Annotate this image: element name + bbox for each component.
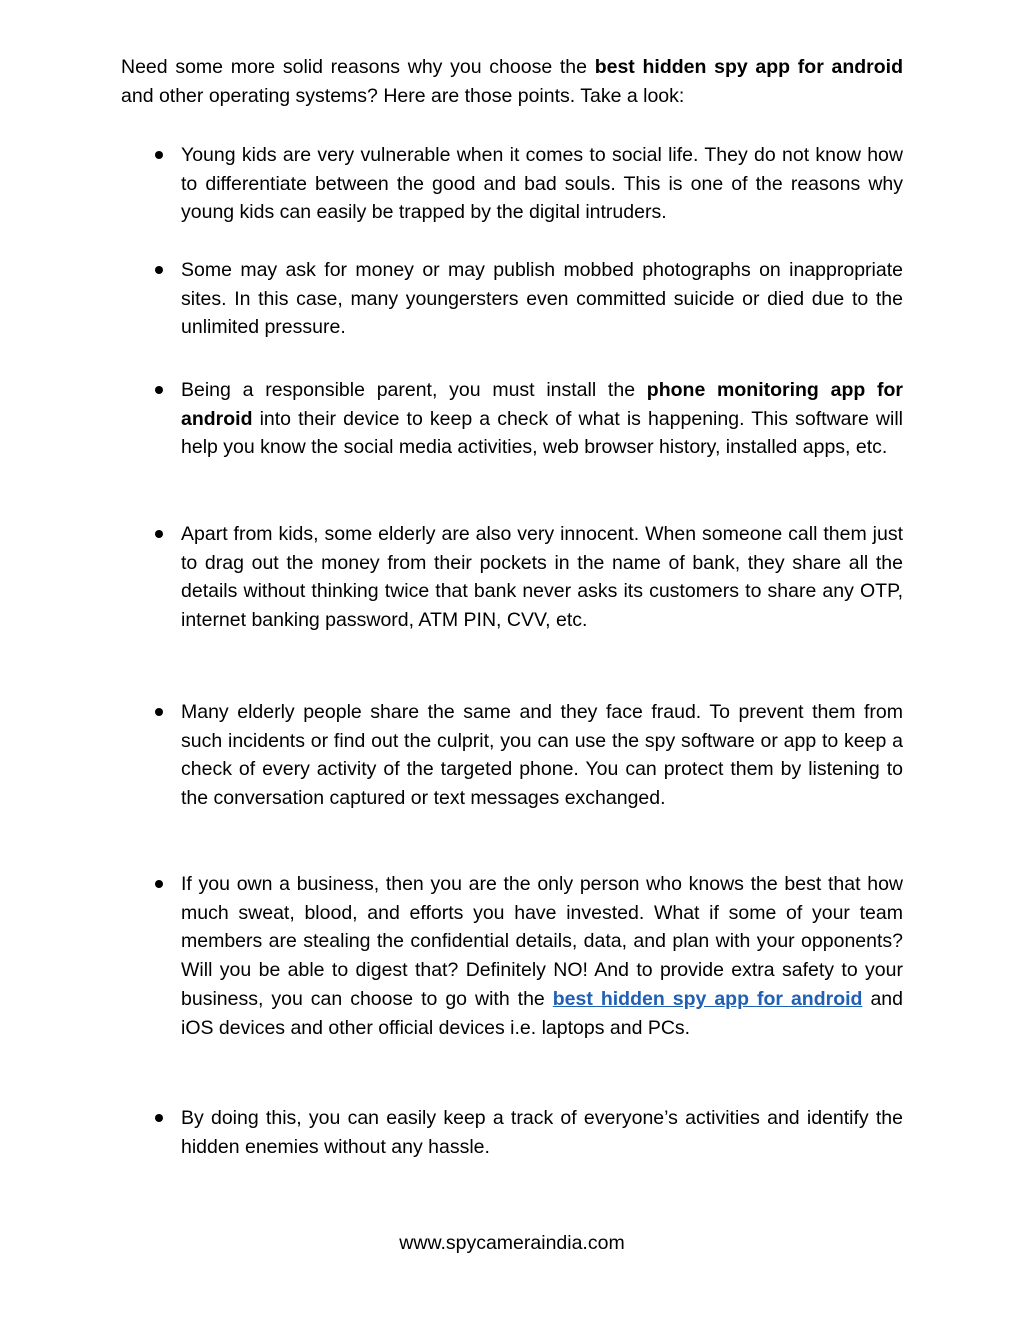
footer-website: www.spycameraindia.com xyxy=(399,1232,625,1254)
bullet-text: Young kids are very vulnerable when it comes to social life. They do not know how to differentiate between the good and bad souls. This is one of the reasons why young kids can easily be trapped by the digital intruders. xyxy=(181,144,903,224)
intro-text-before: Need some more solid reasons why you choose the xyxy=(121,56,595,78)
intro-paragraph xyxy=(121,53,903,111)
bullet-dot-icon xyxy=(155,151,163,159)
list-item xyxy=(181,141,903,227)
spy-app-link[interactable]: best hidden spy app for android xyxy=(552,987,863,1010)
bullet-text-after: into their device to keep a check of what is happening. This software will help you know the social media activities, web browser history, installed apps, etc. xyxy=(181,407,903,459)
bullet-text-before: If you own a business, then you are the only person who knows the best that how much sweat, blood, and efforts you have invested. What if some of your team members are stealing the confidential details, data, and plan with your opponents? Will you be able to digest that? Definitely NO! And to provide extra safety to your business, you can choose to go with the xyxy=(181,873,903,1010)
bullet-dot-icon xyxy=(155,708,163,716)
bullet-text: Apart from kids, some elderly are also very innocent. When someone call them just to drag out the money from their pockets in the name of bank, they share all the details without thinking twice that bank never asks its customers to share any OTP, internet banking password, ATM PIN, CVV, etc. xyxy=(181,523,903,632)
bullet-text: Some may ask for money or may publish mobbed photographs on inappropriate sites. In this case, many youngersters even committed suicide or died due to the unlimited pressure. xyxy=(181,259,903,339)
bullet-text: Many elderly people share the same and they face fraud. To prevent them from such incidents or find out the culprit, you can use the spy software or app to keep a check of every activity of the targeted phone. You can protect them by listening to the conversation captured or text messages exchanged. xyxy=(181,701,903,810)
list-item xyxy=(181,376,903,462)
list-item xyxy=(181,698,903,813)
intro-bold-keyword: best hidden spy app for android xyxy=(594,56,903,78)
bullet-dot-icon xyxy=(155,530,163,538)
list-item xyxy=(181,870,903,1042)
bullet-text-after: and iOS devices and other official devices i.e. laptops and PCs. xyxy=(181,987,903,1039)
bullet-dot-icon xyxy=(155,386,163,394)
bullet-dot-icon xyxy=(155,1114,163,1122)
list-item xyxy=(181,256,903,342)
list-item xyxy=(181,520,903,635)
document-page xyxy=(121,53,904,1158)
bullet-text-before: Being a responsible parent, you must install the xyxy=(181,379,647,401)
bullet-dot-icon xyxy=(155,880,163,888)
bullet-text: By doing this, you can easily keep a track of everyone’s activities and identify the hidden enemies without any hassle. xyxy=(181,1107,903,1158)
intro-text-after: and other operating systems? Here are those points. Take a look: xyxy=(121,85,685,107)
bullet-dot-icon xyxy=(155,266,163,274)
bullet-bold-keyword: phone monitoring app for android xyxy=(181,379,904,430)
list-item xyxy=(181,1104,903,1161)
